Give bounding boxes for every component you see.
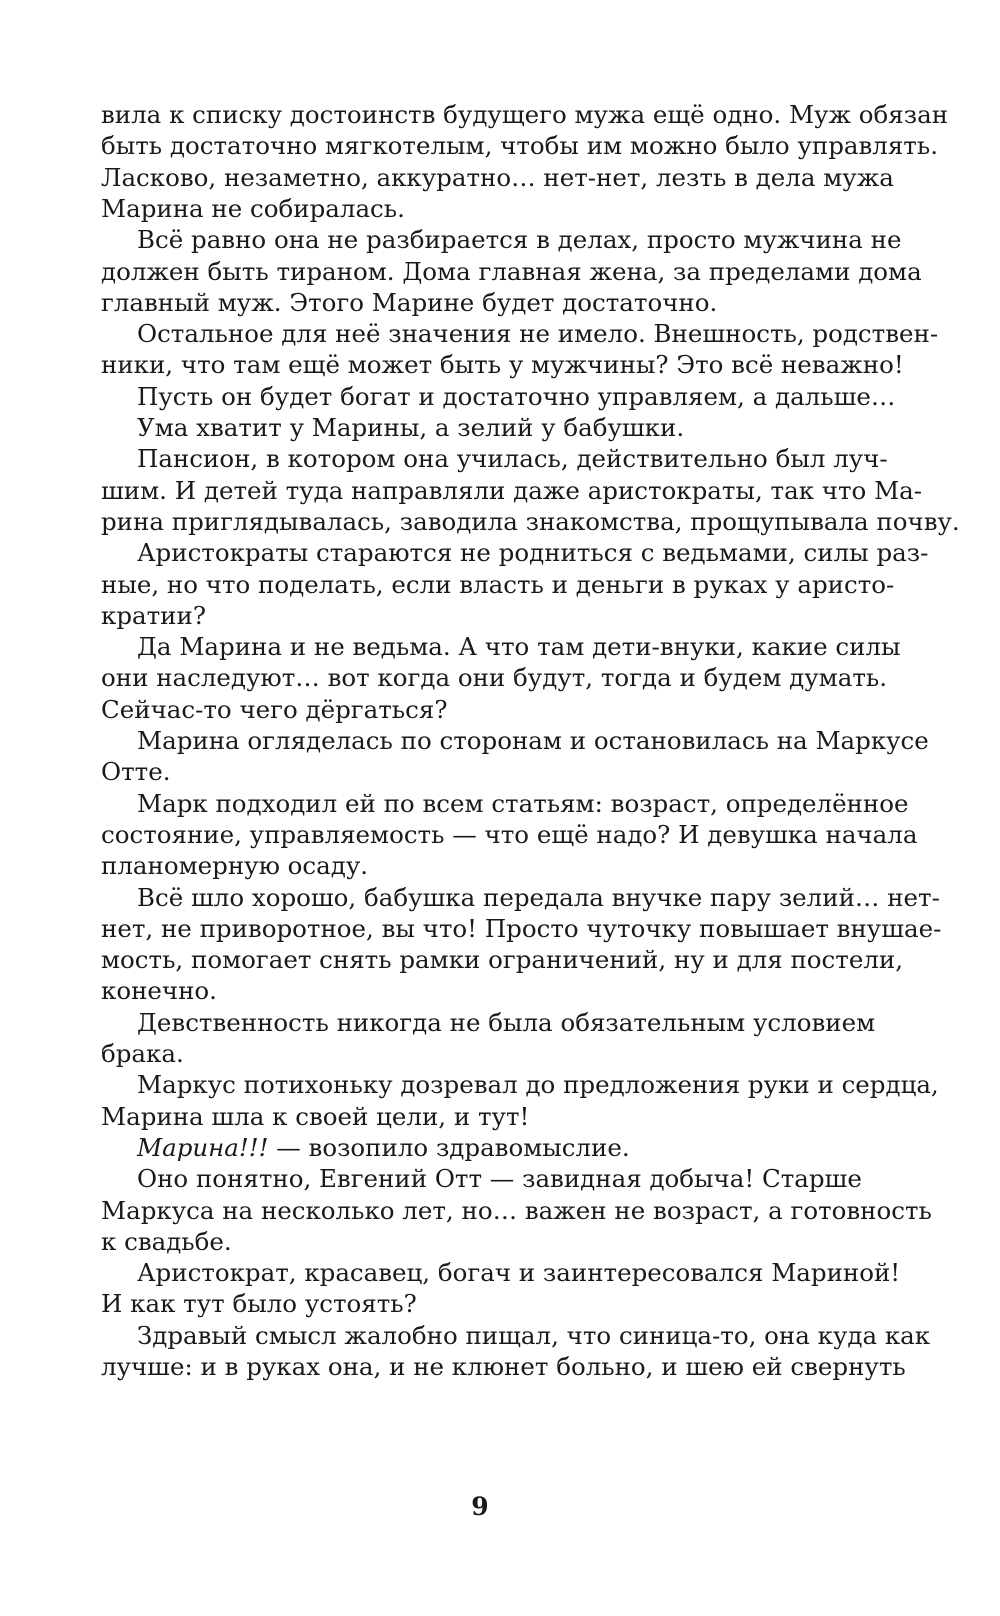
text-line: [101, 601, 861, 631]
text-line-content: Марина огляделась по сторонам и остановилась на Маркусе: [137, 726, 929, 755]
text-line-content: быть достаточно мягкотелым, чтобы им можно было управлять.: [101, 131, 938, 161]
text-line-content: Всё равно она не разбирается в делах, просто мужчина не: [137, 225, 902, 255]
text-line-content: Да Марина и не ведьма. А что там дети-внуки, какие силы: [137, 632, 901, 662]
text-line: [101, 695, 861, 725]
text-line: [101, 1258, 901, 1288]
text-line: [101, 506, 960, 537]
italic-exclamation: Марина!!!: [137, 1132, 269, 1162]
text-line: [101, 1007, 876, 1038]
text-line: [101, 1320, 931, 1351]
text-line: [101, 663, 888, 693]
text-line: [101, 1352, 906, 1382]
text-line-content: конечно.: [101, 976, 217, 1006]
text-line: [101, 1195, 932, 1226]
text-line-content: нет, не приворотное, вы что! Просто чуточку повышает внушае-: [101, 913, 942, 943]
text-line-content: Отте.: [101, 757, 171, 787]
text-line-content: они наследуют… вот когда они будут, тогда и будем думать.: [101, 663, 888, 693]
text-line-content: Аристократ, красавец, богач и заинтересовался Мариной!: [137, 1258, 901, 1288]
text-line: [101, 726, 929, 756]
text-line: [101, 632, 901, 662]
page-number: 9: [471, 1492, 489, 1521]
text-line: [101, 162, 894, 193]
text-line: [101, 882, 940, 913]
text-line-content: Маркуса на несколько лет, но… важен не возраст, а готовность: [101, 1195, 932, 1225]
text-line: [101, 851, 861, 881]
text-line: [101, 819, 918, 850]
text-line: [101, 1227, 861, 1257]
text-line-content: главный муж. Этого Марине будет достаточно.: [101, 287, 718, 317]
text-line-content: Остальное для неё значения не имело. Внешность, родствен-: [137, 319, 939, 349]
text-line: [101, 256, 922, 287]
text-line: [101, 1164, 861, 1194]
text-line-content: рина приглядывалась, заводила знакомства, прощупывала почву.: [101, 506, 960, 536]
text-line: [101, 475, 923, 506]
text-line-content: Девственность никогда не была обязательным условием: [137, 1007, 876, 1037]
text-line: [101, 1102, 861, 1132]
text-line: [101, 288, 861, 318]
text-line-content: шим. И детей туда направляли даже аристократы, так что Ма-: [101, 475, 923, 505]
text-line-content: Оно понятно, Евгений Отт — завидная добыча! Старше: [137, 1164, 862, 1194]
text-line: [101, 319, 939, 349]
text-line: [101, 976, 861, 1006]
text-line-content: брака.: [101, 1039, 184, 1068]
text-line-content: Всё шло хорошо, бабушка передала внучке пару зелий… нет-: [137, 882, 940, 912]
text-line-content: ники, что там ещё может быть у мужчины? Это всё неважно!: [101, 350, 904, 380]
text-line-content: Марина шла к своей цели, и тут!: [101, 1101, 530, 1131]
text-line: [101, 569, 895, 600]
text-line-content: мость, помогает снять рамки ограничений, ну и для постели,: [101, 945, 904, 975]
text-line-content: Ума хватит у Марины, а зелий у бабушки.: [137, 413, 685, 442]
text-line-content: планомерную осаду.: [101, 851, 369, 881]
text-line-content: вила к списку достоинств будущего мужа ещё одно. Муж обязан: [101, 100, 949, 129]
text-line-content: Здравый смысл жалобно пищал, что синица-то, она куда как: [137, 1320, 931, 1350]
text-line: [101, 1070, 939, 1100]
text-line-content: Марк подходил ей по всем статьям: возраст, определённое: [137, 788, 909, 818]
text-line: [101, 100, 949, 130]
text-line-content: лучше: и в руках она, и не клюнет больно, и шею ей свернуть: [101, 1352, 906, 1381]
text-line: [101, 913, 942, 944]
text-line-content: Сейчас-то чего дёргаться?: [101, 694, 448, 724]
text-line-content: Ласково, незаметно, аккуратно… нет-нет, лезть в дела мужа: [101, 162, 894, 192]
text-line: [101, 945, 904, 975]
text-line-content: ные, но что поделать, если власть и деньги в руках у аристо-: [101, 569, 895, 599]
text-line: [101, 1039, 861, 1069]
text-line-content: должен быть тираном. Дома главная жена, за пределами дома: [101, 256, 922, 286]
text-line-content: кратии?: [101, 600, 206, 630]
text-line-content: состояние, управляемость — что ещё надо? И девушка начала: [101, 819, 918, 849]
text-line-content: Аристократы стараются не родниться с ведьмами, силы раз-: [137, 538, 929, 568]
text-line-content: к свадьбе.: [101, 1226, 232, 1256]
text-line: [101, 1289, 861, 1319]
text-line-content: И как тут было устоять?: [101, 1289, 417, 1319]
text-line: [101, 350, 904, 380]
text-line-content: — возопило здравомыслие.: [276, 1132, 630, 1162]
text-line: [101, 788, 909, 819]
text-line: [101, 131, 938, 161]
text-line: [101, 538, 929, 568]
text-line: [101, 1133, 861, 1163]
text-line-content: Маркус потихоньку дозревал до предложения руки и сердца,: [137, 1070, 939, 1100]
text-line-content: Пусть он будет богат и достаточно управляем, а дальше…: [137, 381, 896, 411]
text-line-content: Марина не собиралась.: [101, 193, 405, 223]
text-line: [101, 225, 902, 255]
text-line: [101, 444, 888, 474]
text-line-content: Пансион, в котором она училась, действительно был луч-: [137, 444, 888, 474]
text-line: [101, 194, 861, 224]
text-line: [101, 757, 861, 787]
text-line: [101, 381, 896, 412]
text-line: [101, 413, 861, 443]
